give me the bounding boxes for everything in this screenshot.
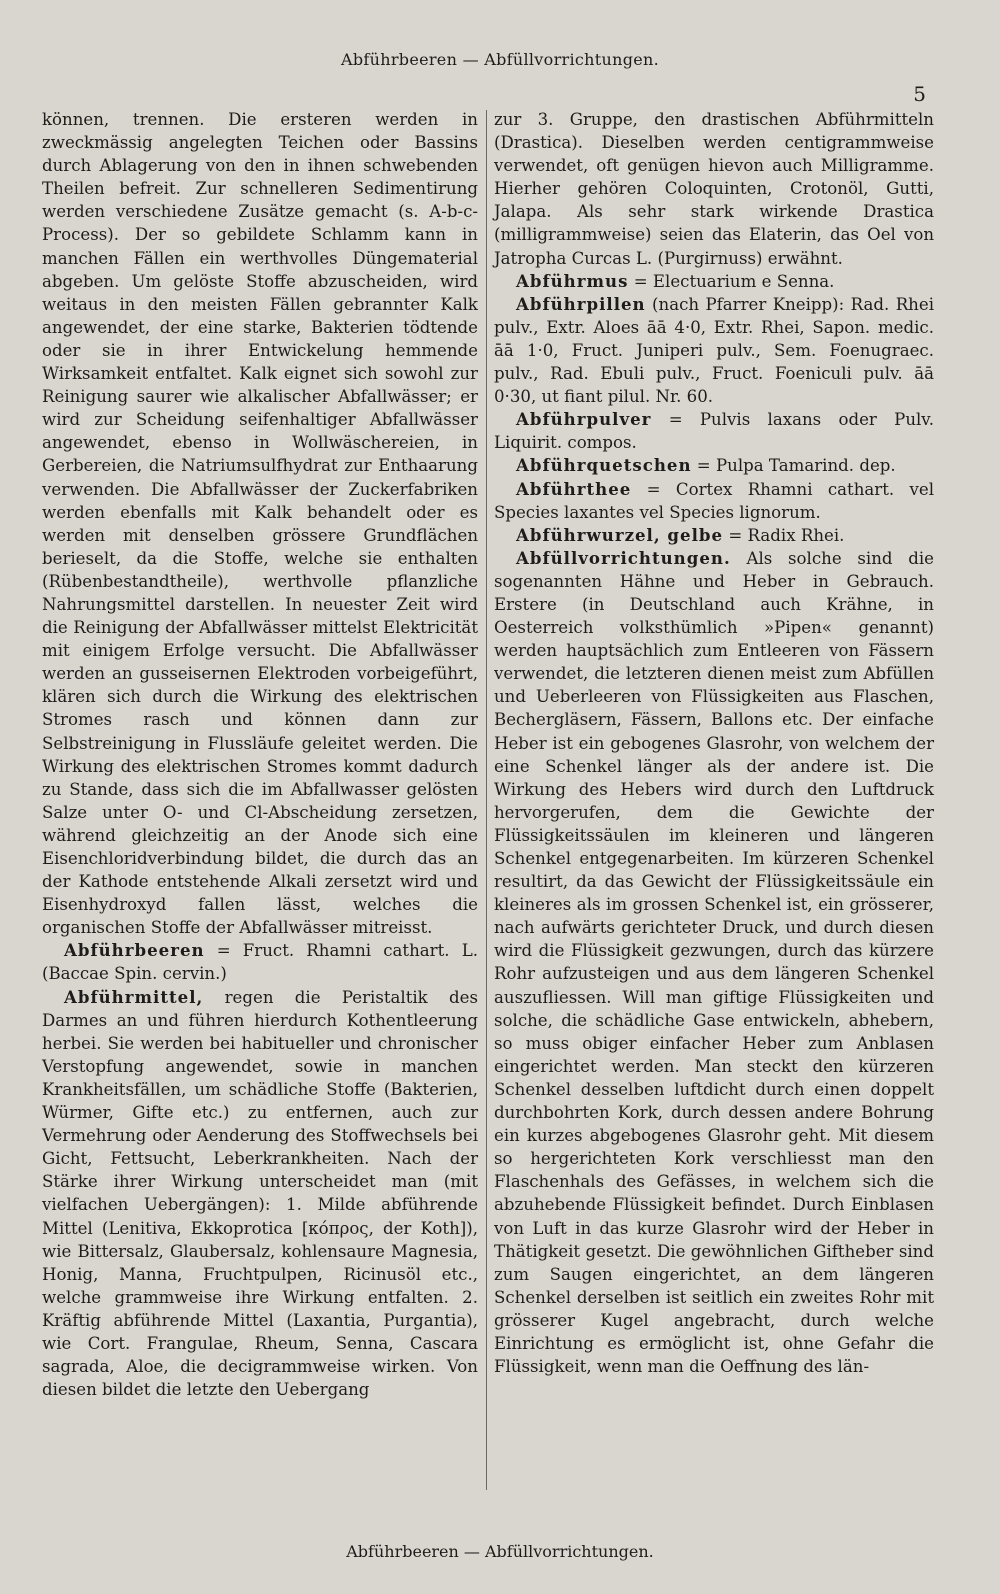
entry-text: = Cortex Rhamni cathart. vel Species laxantes vel Species lignorum. (494, 479, 934, 522)
entry-headword: Abführpulver (516, 409, 652, 430)
entry-text: = Fruct. Rhamni cathart. L. (Baccae Spin. cervin.) (42, 941, 478, 984)
right-column (494, 108, 934, 1486)
entry-headword: Abführpillen (516, 293, 646, 314)
entry-text: regen die Peristaltik des Darmes an und führen hierdurch Kothentleerung herbei. Sie werden bei habitueller und chronischer Verstopfung angewendet, sowie in manchen Krankheitsfällen, um schädliche Stoffe (Bakterien, Würmer, Gifte etc.) zu entfernen, auch zur Vermehrung oder Aenderung des Stoffwechsels bei Gicht, Fettsucht, Leberkrankheiten. Nach der Stärke ihrer Wirkung unterscheidet man (mit vielfachen Uebergängen): 1. Milde abführende Mittel (Lenitiva, Ekkoprotica [κόπρος, der Koth]), wie Bittersalz, Glaubersalz, kohlensaure Magnesia, Honig, Manna, Fruchtpulpen, Ricinusöl etc., welche grammweise ihre Wirkung entfalten. 2. Kräftig abführende Mittel (Laxantia, Purgantia), wie Cort. Frangulae, Rheum, Senna, Cascara sagrada, Aloe, die decigrammweise wirken. Von diesen bildet die letzte den Uebergang (42, 987, 478, 1400)
running-foot: Abführbeeren — Abfüllvorrichtungen. (346, 1542, 654, 1561)
entry-text: = Pulvis laxans oder Pulv. Liquirit. compos. (494, 410, 934, 453)
left-column (42, 108, 478, 1486)
dictionary-entry (494, 408, 934, 454)
entry-headword: Abführwurzel, gelbe (516, 524, 724, 545)
dictionary-entry (42, 939, 478, 985)
entry-headword: Abführmus (516, 270, 629, 291)
paragraph: können, trennen. Die ersteren werden in zweckmässig angelegten Teichen oder Bassins durch Ablagerung von den in ihnen schwebenden Theilen befreit. Zur schnelleren Sedimentirung werden verschiedene Zusätze gemacht (s. A-b-c-Process). Der so gebildete Schlamm kann in manchen Fällen ein werthvolles Düngematerial abgeben. Um gelöste Stoffe abzuscheiden, wird weitaus in den meisten Fällen gebrannter Kalk angewendet, der eine starke, Bakterien tödtende oder sie in ihrer Entwickelung hemmende Wirksamkeit entfaltet. Kalk eignet sich sowohl zur Reinigung saurer wie alkalischer Abfallwässer; er wird zur Scheidung seifenhaltiger Abfallwässer angewendet, ebenso in Wollwäschereien, in Gerbereien, die Natriumsulfhydrat zur Enthaarung verwenden. Die Abfallwässer der Zuckerfabriken werden ebenfalls mit Kalk behandelt oder es werden mit denselben grössere Grundflächen berieselt, da die Stoffe, welche sie enthalten (Rübenbestandtheile), werthvolle pflanzliche Nahrungsmittel darstellen. In neuester Zeit wird die Reinigung der Abfallwässer mittelst Elektricität mit einigem Erfolge versucht. Die Abfallwässer werden an gusseisernen Elektroden vorbeigeführt, klären sich durch die Wirkung des elektrischen Stromes rasch und können dann zur Selbstreinigung in Flussläufe geleitet werden. Die Wirkung des elektrischen Stromes kommt dadurch zu Stande, dass sich die im Abfallwasser gelösten Salze unter O- und Cl-Abscheidung zersetzen, während gleichzeitig an der Anode sich eine Eisenchloridverbindung bildet, die durch das an der Kathode entstehende Alkali zersetzt wird und Eisenhydroxyd fallen lässt, welches die organischen Stoffe der Abfallwässer mitreisst. (42, 110, 478, 938)
dictionary-entry (494, 524, 934, 547)
dictionary-entry (42, 986, 478, 1402)
entry-headword: Abführquetschen (516, 455, 692, 476)
column-divider (486, 110, 487, 1490)
entry-headword: Abführthee (516, 478, 632, 499)
entry-headword: Abfüllvorrichtungen. (516, 547, 731, 568)
entry-text: (nach Pfarrer Kneipp): Rad. Rhei pulv., Extr. Aloes āā 4·0, Extr. Rhei, Sapon. medic. āā 1·0, Fruct. Juniperi pulv., Sem. Foenugraec. pulv., Rad. Ebuli pulv., Fruct. Foeniculi pulv. āā 0·30, ut fiant pilul. Nr. 60. (494, 294, 934, 407)
dictionary-entry (494, 293, 934, 408)
entry-text: = Electuarium e Senna. (628, 271, 835, 291)
dictionary-entry (494, 547, 934, 1378)
entry-text: = Radix Rhei. (723, 525, 845, 545)
running-head: Abführbeeren — Abfüllvorrichtungen. (341, 50, 659, 69)
dictionary-entry (494, 478, 934, 524)
page-number: 5 (913, 82, 926, 106)
dictionary-entry (494, 454, 934, 477)
entry-text: Als solche sind die sogenannten Hähne und Heber in Gebrauch. Erstere (in Deutschland auch Krähne, in Oesterreich volksthümlich »Pipen« genannt) werden hauptsächlich zum Entleeren von Fässern verwendet, die letzteren dienen meist zum Abfüllen und Ueberleeren von Flüssigkeiten aus Flaschen, Bechergläsern, Fässern, Ballons etc. Der einfache Heber ist ein gebogenes Glasrohr, von welchem der eine Schenkel länger als der andere ist. Die Wirkung des Hebers wird durch den Luftdruck hervorgerufen, dem die Gewichte der Flüssigkeitssäulen im kleineren und längeren Schenkel entgegenarbeiten. Im kürzeren Schenkel resultirt, da das Gewicht der Flüssigkeitssäule ein kleineres als im grossen Schenkel ist, ein grösserer, nach aufwärts gerichteter Druck, und durch diesen wird die Flüssigkeit gezwungen, durch das kürzere Rohr aufzusteigen und aus dem längeren Schenkel auszufliessen. Will man giftige Flüssigkeiten und solche, die schädliche Gase entwickeln, abhebern, so muss obiger einfacher Heber zum Anblasen eingerichtet werden. Man steckt den kürzeren Schenkel desselben luftdicht durch einen doppelt durchbohrten Kork, durch dessen andere Bohrung ein kurzes abgebogenes Glasrohr geht. Mit diesem so hergerichteten Kork verschliesst man den Flaschenhals des Gefässes, in welchem sich die abzuhebende Flüssigkeit befindet. Durch Einblasen von Luft in das kurze Glasrohr wird der Heber in Thätigkeit gesetzt. Die gewöhnlichen Giftheber sind zum Saugen eingerichtet, an dem längeren Schenkel derselben ist seitlich ein zweites Rohr mit grösserer Kugel angebracht, durch welche Einrichtung es ermöglicht ist, ohne Gefahr die Flüssigkeit, wenn man die Oeffnung des län- (494, 548, 934, 1377)
dictionary-entry (494, 270, 934, 293)
entry-headword: Abführbeeren (64, 940, 205, 961)
paragraph: zur 3. Gruppe, den drastischen Abführmitteln (Drastica). Dieselben werden centigrammweise verwendet, oft genügen hievon auch Milligramme. Hierher gehören Coloquinten, Crotonöl, Gutti, Jalapa. Als sehr stark wirkende Drastica (milligrammweise) seien das Elaterin, das Oel von Jatropha Curcas L. (Purgirnuss) erwähnt. (494, 110, 934, 268)
entry-text: = Pulpa Tamarind. dep. (691, 456, 896, 476)
entry-headword: Abführmittel, (64, 986, 204, 1007)
